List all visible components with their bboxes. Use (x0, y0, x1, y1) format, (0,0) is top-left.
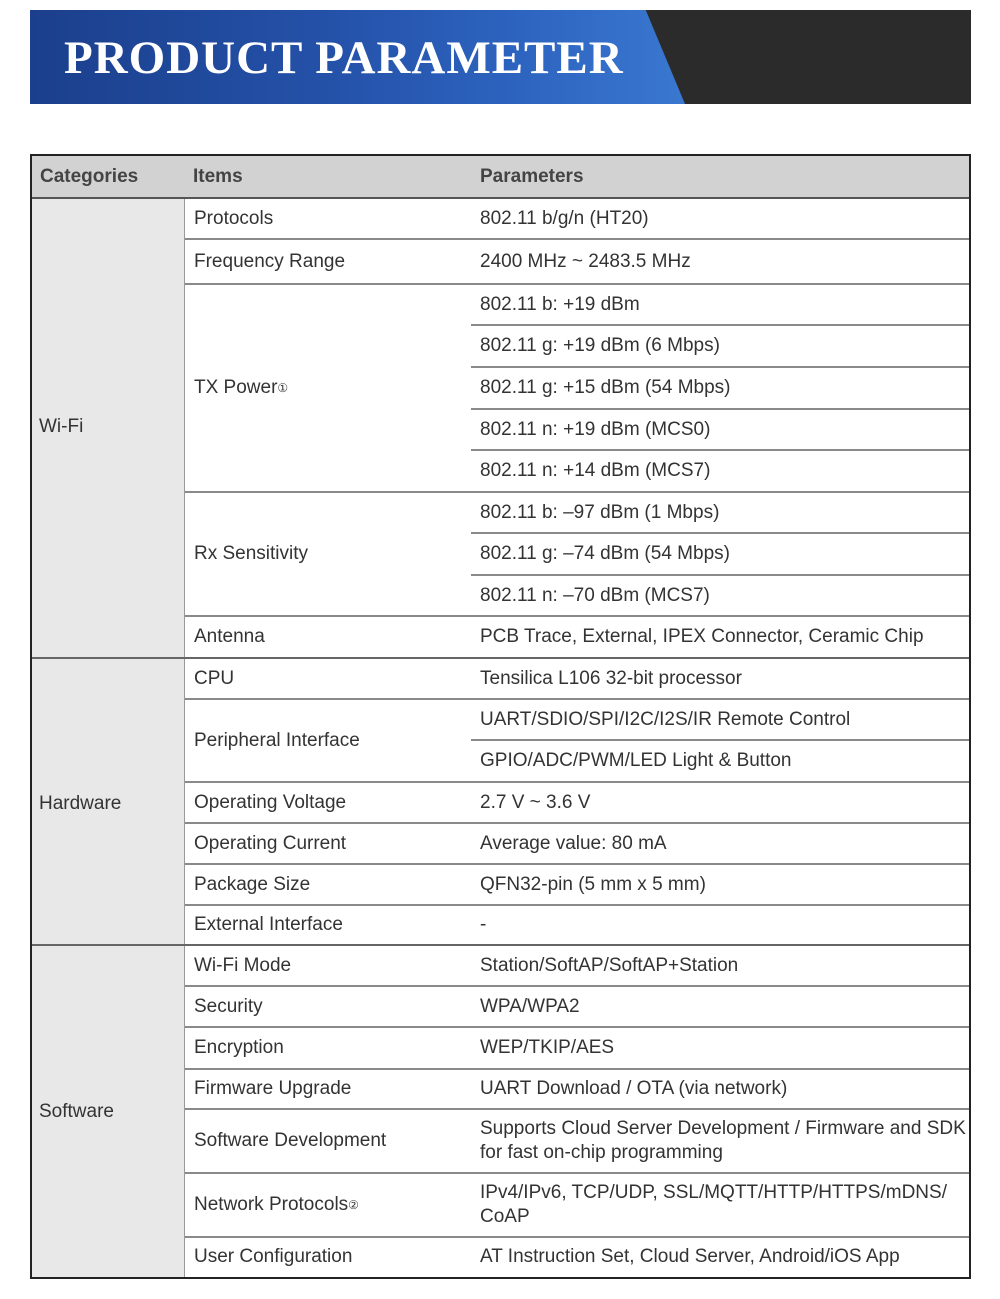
param-cell: 802.11 g: +15 dBm (54 Mbps) (480, 377, 731, 398)
param-cell: 802.11 b: +19 dBm (480, 293, 640, 315)
param-cell: Average value: 80 mA (480, 832, 667, 854)
item-cell: Peripheral Interface (194, 729, 360, 751)
item-cell: TX Power ① (194, 377, 289, 398)
param-cell: UART/SDIO/SPI/I2C/I2S/IR Remote Control (480, 708, 851, 730)
item-cell: Firmware Upgrade (194, 1078, 352, 1099)
param-cell: 802.11 g: +19 dBm (6 Mbps) (480, 335, 720, 356)
item-cell: External Interface (194, 914, 343, 935)
item-cell: CPU (194, 667, 235, 689)
param-cell: PCB Trace, External, IPEX Connector, Ceramic Chip (480, 626, 924, 647)
product-parameter-banner (30, 10, 971, 104)
item-cell: Wi-Fi Mode (194, 954, 292, 976)
item-cell: Software Development (194, 1130, 387, 1151)
parameter-table (30, 154, 971, 1279)
param-cell: 2.7 V ~ 3.6 V (480, 791, 591, 813)
item-cell: Operating Current (194, 832, 347, 854)
param-cell: 802.11 g: –74 dBm (54 Mbps) (480, 543, 730, 564)
param-cell: Supports Cloud Server Development / Firmware and SDK for fast on-chip programming (480, 1118, 966, 1163)
param-cell: 802.11 b: –97 dBm (1 Mbps) (480, 501, 720, 523)
param-cell: 802.11 n: –70 dBm (MCS7) (480, 584, 710, 606)
footnote-marker: ① (277, 381, 289, 395)
item-cell: Network Protocols ② (194, 1194, 359, 1215)
param-cell: - (480, 914, 487, 935)
item-cell: Protocols (194, 208, 274, 229)
category-software (32, 945, 185, 1277)
category-hardware (32, 658, 185, 945)
param-cell: 2400 MHz ~ 2483.5 MHz (480, 250, 691, 272)
item-cell: User Configuration (194, 1246, 353, 1267)
item-cell: Encryption (194, 1037, 284, 1058)
param-cell: 802.11 b/g/n (HT20) (480, 208, 649, 229)
item-cell: Operating Voltage (194, 791, 347, 813)
item-cell: Package Size (194, 873, 311, 895)
param-cell: 802.11 n: +14 dBm (MCS7) (480, 460, 711, 481)
item-cell: Security (194, 995, 263, 1017)
param-cell: AT Instruction Set, Cloud Server, Android/iOS App (480, 1246, 900, 1267)
item-cell: Frequency Range (194, 250, 346, 272)
category-label: Hardware (39, 793, 122, 814)
category-wifi (32, 199, 185, 658)
header-items: Items (193, 166, 243, 187)
param-cell: WPA/WPA2 (480, 995, 580, 1017)
param-cell: QFN32-pin (5 mm x 5 mm) (480, 873, 706, 895)
param-cell: 802.11 n: +19 dBm (MCS0) (480, 418, 711, 440)
item-cell: Antenna (194, 626, 265, 647)
param-cell: Tensilica L106 32-bit processor (480, 667, 742, 689)
category-label: Software (39, 1101, 114, 1122)
header-categories: Categories (40, 166, 139, 187)
param-cell: GPIO/ADC/PWM/LED Light & Button (480, 750, 792, 771)
item-cell: Rx Sensitivity (194, 543, 309, 564)
param-cell: WEP/TKIP/AES (480, 1037, 615, 1058)
banner-title: PRODUCT PARAMETER (64, 32, 624, 84)
param-cell: Station/SoftAP/SoftAP+Station (480, 954, 739, 976)
header-parameters: Parameters (480, 166, 584, 187)
table-header (32, 156, 969, 199)
footnote-marker: ② (348, 1198, 359, 1212)
category-label: Wi-Fi (39, 416, 84, 437)
param-cell: UART Download / OTA (via network) (480, 1078, 788, 1099)
param-cell: IPv4/IPv6, TCP/UDP, SSL/MQTT/HTTP/HTTPS/mDNS/ CoAP (480, 1182, 947, 1227)
